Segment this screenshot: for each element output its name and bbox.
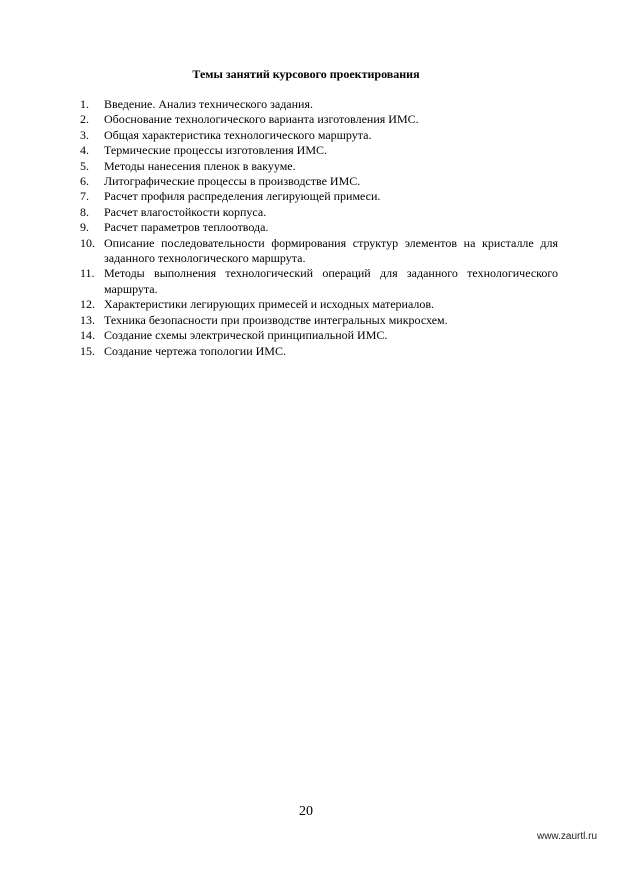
list-item-text: Обоснование технологического варианта изготовления ИМС. bbox=[104, 112, 419, 127]
list-item bbox=[80, 112, 558, 127]
list-item-number: 5. bbox=[80, 158, 89, 173]
list-item bbox=[80, 174, 558, 189]
list-item-text: Расчет параметров теплоотвода. bbox=[104, 220, 269, 235]
site-watermark: www.zaurtl.ru bbox=[536, 831, 597, 842]
list-item bbox=[80, 205, 558, 220]
list-item-number: 1. bbox=[80, 97, 89, 111]
list-item bbox=[80, 236, 558, 267]
list-item bbox=[80, 328, 558, 343]
list-item-number: 2. bbox=[80, 112, 89, 127]
list-item-text: Характеристики легирующих примесей и исходных материалов. bbox=[104, 297, 435, 312]
list-item-number: 10. bbox=[80, 235, 95, 250]
list-item-number: 6. bbox=[80, 174, 89, 189]
topics-list bbox=[80, 97, 558, 359]
list-item bbox=[80, 266, 558, 297]
list-item-number: 15. bbox=[80, 343, 95, 358]
list-item-number: 4. bbox=[80, 143, 89, 158]
list-item-text: Описание последовательности формирования структур элементов на кристалле для заданного технологического маршрута. bbox=[104, 235, 558, 266]
list-item bbox=[80, 220, 558, 235]
list-item-text: Общая характеристика технологического маршрута. bbox=[104, 127, 372, 142]
list-item bbox=[80, 189, 558, 204]
list-item-text: Методы выполнения технологический операций для заданного технологического маршрута. bbox=[104, 266, 558, 296]
list-item-text: Расчет профиля распределения легирующей примеси. bbox=[104, 189, 381, 204]
list-item bbox=[80, 97, 558, 112]
list-item bbox=[80, 344, 558, 359]
list-item bbox=[80, 143, 558, 158]
list-item bbox=[80, 128, 558, 143]
list-item bbox=[80, 297, 558, 312]
list-item-number: 11. bbox=[80, 266, 95, 281]
list-item-text: Литографические процессы в производстве ИМС. bbox=[104, 174, 361, 189]
list-item-text: Создание чертежа топологии ИМС. bbox=[104, 343, 286, 358]
list-item-number: 8. bbox=[80, 204, 89, 219]
list-item-number: 3. bbox=[80, 127, 89, 142]
list-item-number: 13. bbox=[80, 312, 95, 327]
list-item bbox=[80, 313, 558, 328]
list-item-number: 7. bbox=[80, 189, 89, 204]
list-item-text: Методы нанесения пленок в вакууме. bbox=[104, 158, 296, 173]
list-item-text: Техника безопасности при производстве интегральных микросхем. bbox=[104, 312, 448, 327]
page-number: 20 bbox=[299, 804, 313, 819]
list-item-text: Термические процессы изготовления ИМС. bbox=[104, 143, 328, 158]
list-item-text: Расчет влагостойкости корпуса. bbox=[104, 204, 267, 219]
list-item-number: 14. bbox=[80, 328, 95, 343]
list-item bbox=[80, 159, 558, 174]
list-item-number: 12. bbox=[80, 297, 95, 312]
list-item-text: Введение. Анализ технического задания. bbox=[104, 97, 313, 111]
list-item-number: 9. bbox=[80, 220, 89, 235]
page-title: Темы занятий курсового проектирования bbox=[192, 67, 420, 81]
list-item-text: Создание схемы электрической принципиальной ИМС. bbox=[104, 328, 388, 343]
